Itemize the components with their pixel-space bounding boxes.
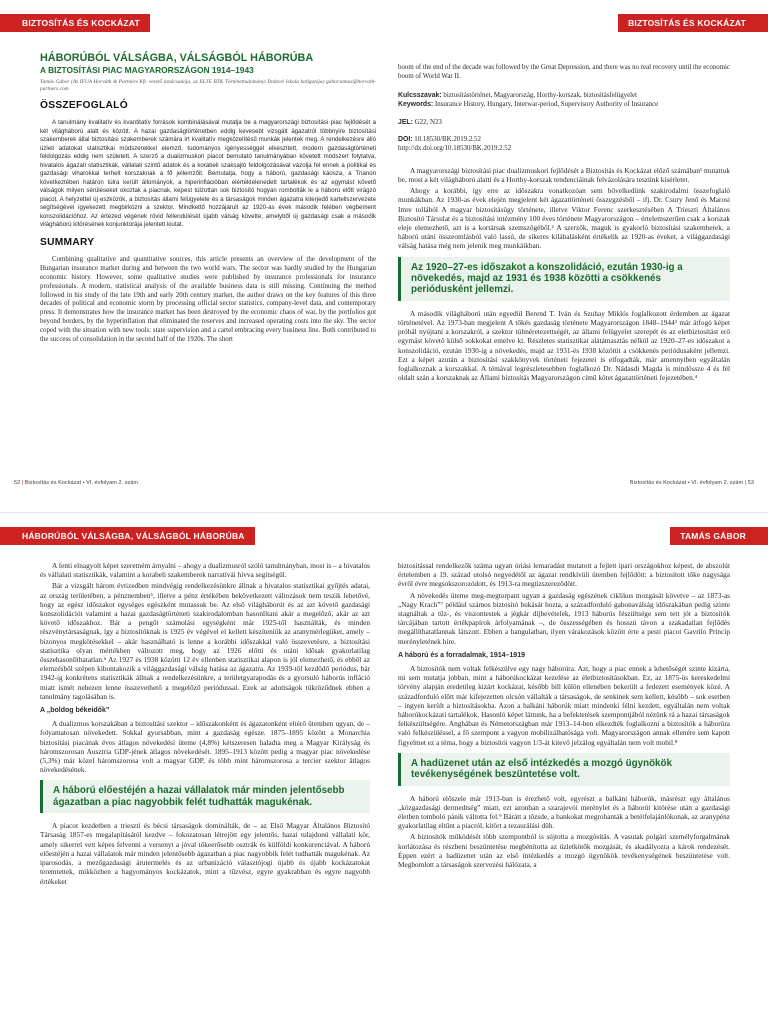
body-paragraph: A második világháború után egyedül Berend T. Iván és Szuhay Miklós foglalkozott érdemben az ágazat történetével. Az 1973-ban megjelent A tőkés gazdaság története Magyarországon 1848–1944³ már átfogó képet próbál nyújtani a korszakról, a szektor túlméretezettségét, az állami felügyelet szerepét és az eletbiztosítást erő egymást követő külső sokkokat emelve ki. Részletes statisztikai alátámasztás nélkül az 1920–27-es időszakot a konszolidáció, ezután 1930-ig a növekedés, majd az 1931-és 1938 közöttit a csökkenés periódusaként jellemzi. Ezt a képet azután a biztosítási szakkönyvek történeti fejezetei is elfogadták, már amennyiben egyáltalán foglalkoznak a korszakkal. A témával legrészletesebben foglalkozó Dr. Nádasdi Magda is mindössze 4 és fél oldalt szán a korszaknak az Állami biztosítás Magyarországon című kötet ágazattörténeti fejezetében.⁴ — [398, 308, 730, 383]
abstract-hu — [40, 119, 376, 230]
page-spread-top — [0, 0, 768, 512]
author-line: Tamás Gábor (Az IFUA Horváth & Partners Kft. vezető tanácsadója, az ELTE BTK Történettudományi Doktori Iskola hallgatója) gabor.tamas@horvath-partners.com — [40, 79, 376, 92]
keywords-block — [398, 92, 730, 110]
left-column — [40, 52, 376, 347]
abstract-en-text: Combining qualitative and quantitative sources, this article presents an overview of the development of the Hungarian insurance market during and between the two world wars. The sector was hardly studied by the Hungarian economic history. However, some qualitative studies were published by insurance professionals for insurance professionals. A modern, statistical analysis of the available business data is still missing. Continuing the method followed in his study of the late 19th and early 20th century market, the author draws on the key features of this three decades of political and economic storm by processing official sector statistics, company-level data, and contemporary press. It demonstrates how the insurance market has been destroyed by the economic chaos of war, by the portfolios got beyond borders, by the hyperinflation that eliminated the reserves and increased operating costs into the sky. The sector coped with the situation with new tools: state supervision and a cartel embracing every business line. Both contributed to the success of consolidation in the second half of the 1920s. The short — [40, 255, 376, 344]
doi-line: DOI: 10.18530/BK.2019.2.52 — [398, 136, 481, 144]
body-paragraph: Ahogy a korábbi, így erre az időszakra vonatkozóan sem bővelkedünk szakirodalmi összefoglaló munkákban. Az 1930-as évek elején megjelent két ágazattörténeti összegzésből – ifj. Dr. Csury Jenő és Marosi Imre tollából A magyar biztosításügy története, illetve Viktor Ferenc szerkesztésében A Trieszti Általános Biztosító Társulat és a biztosítási intézmény 100 éves története Magyarországon – értelemszerűen csak a korszak eleje elemezhető, azt is a kortársak szemszögéből.² A szerzők, maguk is gyakorló biztosítási szakemberek, a háború utáni összeomlásból való lassú, de sikeres kilábalásként értékelik az 1920-as éveket, a világgazdasági válság hatása még nem jelenik meg munkáikban. — [398, 186, 730, 251]
body-paragraph: A biztosítók működését több szempontból is sújtotta a mozgósítás. A vasutak polgári személyforgalmának korlátozása és részbeni beszüntetése megbénította az üzletkötők mozgását, és akadályozta a károk rendezését. Éppen ezért a hadüzenet után az első intézkedés a mozgó ügynökök tevékenységének beszüntetése volt. Megbomlott a társaságok szervezési hálózata, a — [398, 832, 730, 870]
running-header-right: BIZTOSÍTÁS ÉS KOCKÁZAT — [618, 14, 768, 32]
body-paragraph: A fenti elnagyolt képet szeretném árnyalni – ahogy a dualizmusról szóló tanulmányban, most is – a hivatalos és vállalati statisztikák, valamint a korabeli szakemberek narratívái hívva segítségül. — [40, 561, 370, 580]
pull-quote: A háború előestéjén a hazai vállalatok már minden jelentősebb ágazatban a piac nagyobbik felét tudhatták magukénak. — [40, 780, 370, 813]
body-paragraph: A dualizmus korszakában a biztosítási szektor – időszakonként és ágazatonként eltérő ütemben ugyan, de – folyamatosan növekedett. Sokkal gyorsabban, mint a gazdaság egésze. 1875–1895 között a Monarchia biztosítási piacának éves átlagos növekedési üteme (4,8%) kétszeresen haladta meg a Magyar Királyság és háromszorosan Ausztria GDP-jének átlagos növekedését. 1895–1913 között pedig a magyar piac növekedése (5,3%) már közel háromszorosa volt a magyar GDP, és több mint háromszorosa a tercier szektor átlagos növekedésének. — [40, 719, 370, 775]
body-paragraph: A biztosítók nem voltak felkészülve egy nagy háborúra. Azt, hogy a piac ennek a lehetőségét szinte kizárta, mi sem mutatja jobban, mint a háborúkockázat kezelése az életbiztosításokban. Ez, az 1875-ös kereskedelmi törvény alapján eredetileg kizárt kockázat, később bill külön ellenében bekerült a fedezett események közé. A századforduló előtt már kifejezetten olcsón vállalták a társaságok, de senkinek sem kellett, később – sok esetben – ingyen került a biztosításokba. Azon a balkáni háborúk miatt mindenki félni kezdett, egyáltalán nem voltak háborúkockázati tartalékok. Hasonló képet láttunk, ha a befektetések szempontjából nézünk rá a hazai társaságok felkészültségére. Anghában és Németországban már 1913–14-ben elkezdték foglalkozni a biztosítók a háborúra való felkészüléssel, a fő szempont a vagyon mobilizálhatósága volt. Magyarországon annak ellenére sem kapott figyelmet ez a téma, hogy a biztosítói vagyon 1/3-át kitevő jelzálog egyáltalán nem volt mobil.⁸ — [398, 664, 730, 747]
article-subtitle: A BIZTOSÍTÁSI PIAC MAGYARORSZÁGON 1914–1943 — [40, 65, 254, 75]
abstract-hu-text: A tanulmány kvalitatív és kvantitatív források kombinálásával mutatja be a magyarországi biztosítási piac fejlődését a két világháború alatt és között. A hazai gazdaságtörténetben eddig kevesebt vizsgált ágazatról többnyire biztosítási szakemberek által biztosítási szakemberek számára írt kvalitatív megközelítésű munkák jelentek meg. A rendelkezésre álló üzleti adatokat statisztikai módszerekkel elemző, tudományos igényességgel elkészített, modern gazdaságtörténeti feldolgozás eddig nem született. A szerző a dualizmuskori piacot bemutató tanulmányában követett módszert folytatva, hivatalos ágazati statisztikák, vállalati szintű adatok és a korabeli szaksajtó feldolgozásával vázolja fel ennek a politikai és gazdasági viharokkal terhelt korszaknak a fő jellemzőit. Bemutatja, hogy a háború, gazdasági káosza, a Trianon következtében határon túlra került állományok, a hiperinflációban elértéktelenedett tartalékok és az egymást követő válságok milyen sérüléseket okoztak a piacnak, képest túlzottan sok biztosító hogyan rombolták le a háború előtt virágzó piacot. A helyzettel új eszközök, a biztosítás állami felügyelete és a társaságok minden ágazatra kiterjedő kartellszervezete segítségével igyekezett megbirkózni a szektor. Mindkettő hozzájárult az 1920-as évek második felében végbement konszolidációhoz. Az értézed végének rövid fellendülését újabb válság követte, amelyből új gazdasági csak a második világháború kitörésének konjunktúrája jelentett kiutat. — [40, 119, 376, 229]
running-header-left: HÁBORÚBÓL VÁLSÁGBA, VÁLSÁGBÓL HÁBORÚBA — [0, 527, 255, 545]
section-subheading: A háború és a forradalmak, 1914–1919 — [398, 651, 525, 659]
jel-line: JEL: G22, N23 — [398, 119, 442, 127]
page-number: 53 — [747, 480, 754, 486]
abstract-en — [40, 256, 376, 345]
body-paragraph: Bár a vizsgált három évtizedben mindvégig rendelkezésünkre állnak a hivatalos statisztikai gyűjtés adatai, az ország területében, a pénznemben⁵, illetve a pénz értékében bekövetkezett változások nem teszik lehetővé, hogy az egész időszakot egységes egészként mutassuk be. Az első világháborút és az azt követő gazdasági konszolidációt valamint a hazai gazdaságtörténeti szakirodalomban hasonlítani akár a megelőző, akár az azt követő időszakhoz. Bár a pengőt számolási egységként már 1925-től használták, és minden részvénytársaságnak, így a biztosítóknak is 1925 év végével el kellett készíteniük az aranymérlegüket, amely – bizonyos megkötésekkel – akár használható is lenne a korábbi időszakkal való összevetésre, a biztosítási statisztika olyan mértékben változott meg, hogy az 1926 előtti és utáni idősak gyakorlatilag összehasonlíthatatlan.⁶ Az 1927 és 1938 közötti 12 év ellenben statisztikai alapon is jól elemezhető, és ebből az elemzésből szépen kibontakozik a világgazdasági válság hatása az ágazatra. Az 1939-től kezdődő periódus, bár 1942-ig konkrétens statisztikák állnak a rendelkezésünkre, a területgyarapodás és a gyorsuló háborús infláció miatt ismét nehezen lenne összevethető a megelőző periódussal. Ezek az adottságok tükröződnek ebben a tanulmány tagolásában is. — [40, 581, 370, 701]
page-spread-bottom — [0, 512, 768, 1025]
meta-block — [398, 119, 730, 153]
summary-heading: SUMMARY — [40, 236, 95, 248]
running-header-left: BIZTOSÍTÁS ÉS KOCKÁZAT — [0, 14, 150, 32]
pull-quote: Az 1920–27-es időszakot a konszolidáció, ezután 1930-ig a növekedés, majd az 1931 és 1938 közötti a csökkenés periódusként jellemzi. — [398, 257, 730, 301]
page-number: 52 — [14, 480, 21, 486]
body-paragraph: biztosítással rendelkezők száma ugyan óriási lemaradást mutatott a fejlett ipari országokhoz képest, de abszolút értelemben a 19. század utolsó negyedétől az ágazat rendkívüli ütemben fejlődött: a biztosított tőke nagysága évről évre megsokszorozódott, és 1913-ra megtizszereződött. — [398, 561, 730, 589]
kulcsszavak-line: Kulcsszavak: biztosítástörténet, Magyarország, Horthy-korszak, biztosításfelügyelet — [398, 91, 638, 99]
left-column — [40, 561, 370, 888]
body-paragraph: A piacot kezdetben a trieszti és bécsi társaságok dominálták, de – az Első Magyar Általános Biztosító Társaság 1857-es megalapításától kezdve – fokozatosan létrejött egy jelentős, hazai tulajdonú vállalati kör, amely sikerrel vett képes felvenni a versenyt a jóval tőkeerősebb osztrák és külföldi konkurenciával. A háború előestéjén a hazai vállalatok már minden jelentősebb ágazatban a piac nagyobbik felét tudhatták magukénak. Az iparosodás, a mezőgazdasági árutermelés és az urbanizáció választójogi újabb és újabb kockázatokat teremtettek, mikközben a hagyományos kockázatok, mint a tűzvész, egyre gyakrabban és egyre nagyobb értékeket — [40, 821, 370, 886]
body-paragraph: A növekedés üteme meg-megtorpant ugyan a gazdaság egészének ciklikus mozgását követve – az 1873-as „Nagy Krach”⁷ például számos biztosító bukását hozta, a századforduló gabonaválság időszakában pedig szinte stagnáltak a tűz-, és viszontestek a jégkár díjbevételek, 1913 háborús fészültsége sem tett jót a biztosítók tárcájában tartott értékpapírok árfolyamának –, de összességében és hosszú távon a szakadatlan fejlődés megállíthatatlannak látszott. Ebben a hangulatban, ilyen várakozások között érte a pesti piacot Gavrilo Princip merényletének híre. — [398, 590, 730, 646]
journal-name: Biztosítás és Kockázat • VI. évfolyam 2. szám — [24, 480, 139, 486]
body-paragraph: A háború előszele már 1913-ban is érezhető volt, egyrészt a balkáni háborúk, másrészt egy általános „közgazdasági dermedtség” miatt, ezt azonban a szarajevói merénylet és a háborút kitörése után a gazdasági életben tomboló pánik váltotta fel.⁹ Bárátt a tőzsde, a bankokat megrohanták a betétfelajánlókonak, az aranypénz gyakorlatilag eltűnt a piacról, kitört a tezaurálási düh. — [398, 793, 730, 831]
keywords-line: Keywords: Insurance History, Hungary, Interwar-period, Supervisory Authority of Insurance — [398, 100, 659, 108]
footer-left: 52 | Biztosítás és Kockázat • VI. évfolyam 2. szám — [14, 480, 139, 486]
doi-link[interactable]: http://dx.doi.org/10.18530/BK.2019.2.52 — [398, 145, 512, 152]
pull-quote: A hadüzenet után az első intézkedés a mozgó ügynökök tevékenységének beszüntetése volt. — [398, 753, 730, 786]
article-title: HÁBORÚBÓL VÁLSÁGBA, VÁLSÁGBÓL HÁBORÚBA — [40, 52, 314, 64]
summary-continuation: boom of the end of the decade was followed by the Great Depression, and there was no real recovery until the economic boom of World War II. — [398, 64, 730, 80]
journal-name: Biztosítás és Kockázat • VI. évfolyam 2. szám — [629, 480, 744, 486]
running-header-right: TAMÁS GÁBOR — [670, 527, 768, 545]
body-paragraph: A magyarországi biztosítási piac dualizmuskori fejlődését a Biztosítás és Kockázat előző számában¹ mutattuk be, most a két világháború alatti és a Horthy-korszak tendenciáinak felvázolására teszünk kísérletet. — [398, 165, 730, 184]
section-subheading: A „boldog békeidők” — [40, 707, 110, 715]
right-column — [398, 561, 730, 871]
right-column — [398, 64, 730, 384]
osszefoglalo-heading: ÖSSZEFOGLALÓ — [40, 100, 128, 111]
footer-right: Biztosítás és Kockázat • VI. évfolyam 2. szám | 53 — [629, 480, 754, 486]
